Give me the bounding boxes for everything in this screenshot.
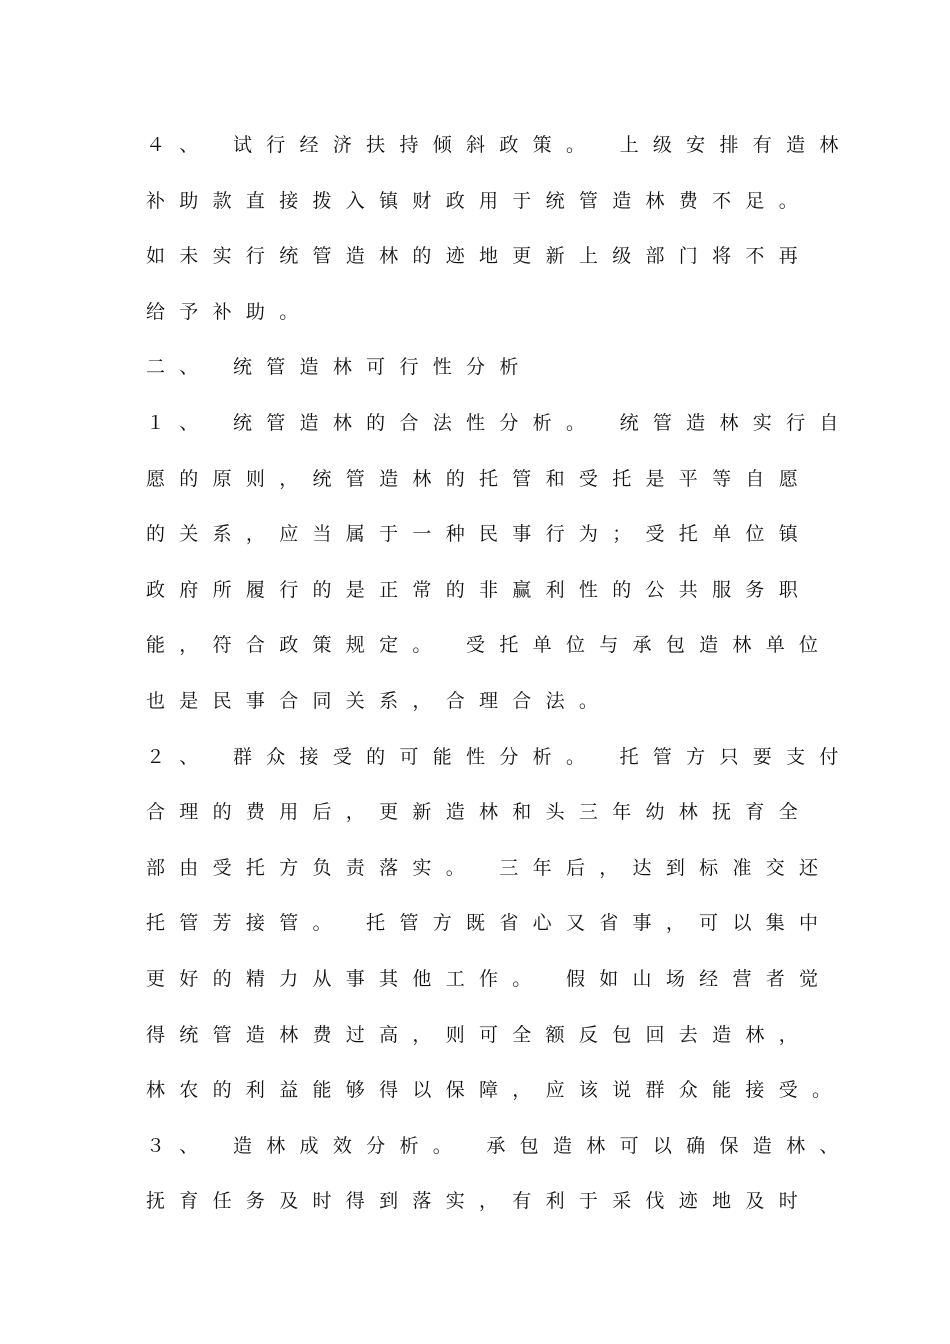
document-body (146, 130, 853, 1242)
text-line-4: 给予补助。 (146, 300, 313, 323)
section-heading: 二、 统管造林可行性分析 (146, 356, 533, 379)
text-line-19: ３、 造林成效分析。 承包造林可以确保造林、 (146, 1134, 853, 1157)
text-line-17: 得统管造林费过高，则可全额反包回去造林， (146, 1023, 813, 1046)
text-line-11: 也是民事合同关系，合理合法。 (146, 689, 613, 712)
text-line-7: 愿的原则，统管造林的托管和受托是平等自愿 (146, 467, 813, 490)
text-line-8: 的关系，应当属于一种民事行为；受托单位镇 (146, 523, 813, 546)
text-line-14: 部由受托方负责落实。 三年后，达到标准交还 (146, 856, 833, 879)
text-line-13: 合理的费用后，更新造林和头三年幼林抚育全 (146, 801, 813, 824)
text-line-16: 更好的精力从事其他工作。 假如山场经营者觉 (146, 967, 833, 990)
text-line-9: 政府所履行的是正常的非赢利性的公共服务职 (146, 578, 813, 601)
text-line-2: 补助款直接拨入镇财政用于统管造林费不足。 (146, 189, 813, 212)
text-line-6: １、 统管造林的合法性分析。 统管造林实行自 (146, 411, 853, 434)
text-line-12: ２、 群众接受的可能性分析。 托管方只要支付 (146, 745, 853, 768)
text-line-10: 能，符合政策规定。 受托单位与承包造林单位 (146, 634, 833, 657)
text-line-3: 如未实行统管造林的迹地更新上级部门将不再 (146, 245, 813, 268)
text-line-15: 托管芳接管。 托管方既省心又省事，可以集中 (146, 912, 833, 935)
text-line-18: 林农的利益能够得以保障，应该说群众能接受。 (146, 1079, 846, 1102)
text-line-20: 抚育任务及时得到落实，有利于采伐迹地及时 (146, 1190, 813, 1213)
text-line-1: ４、 试行经济扶持倾斜政策。 上级安排有造林 (146, 134, 853, 156)
